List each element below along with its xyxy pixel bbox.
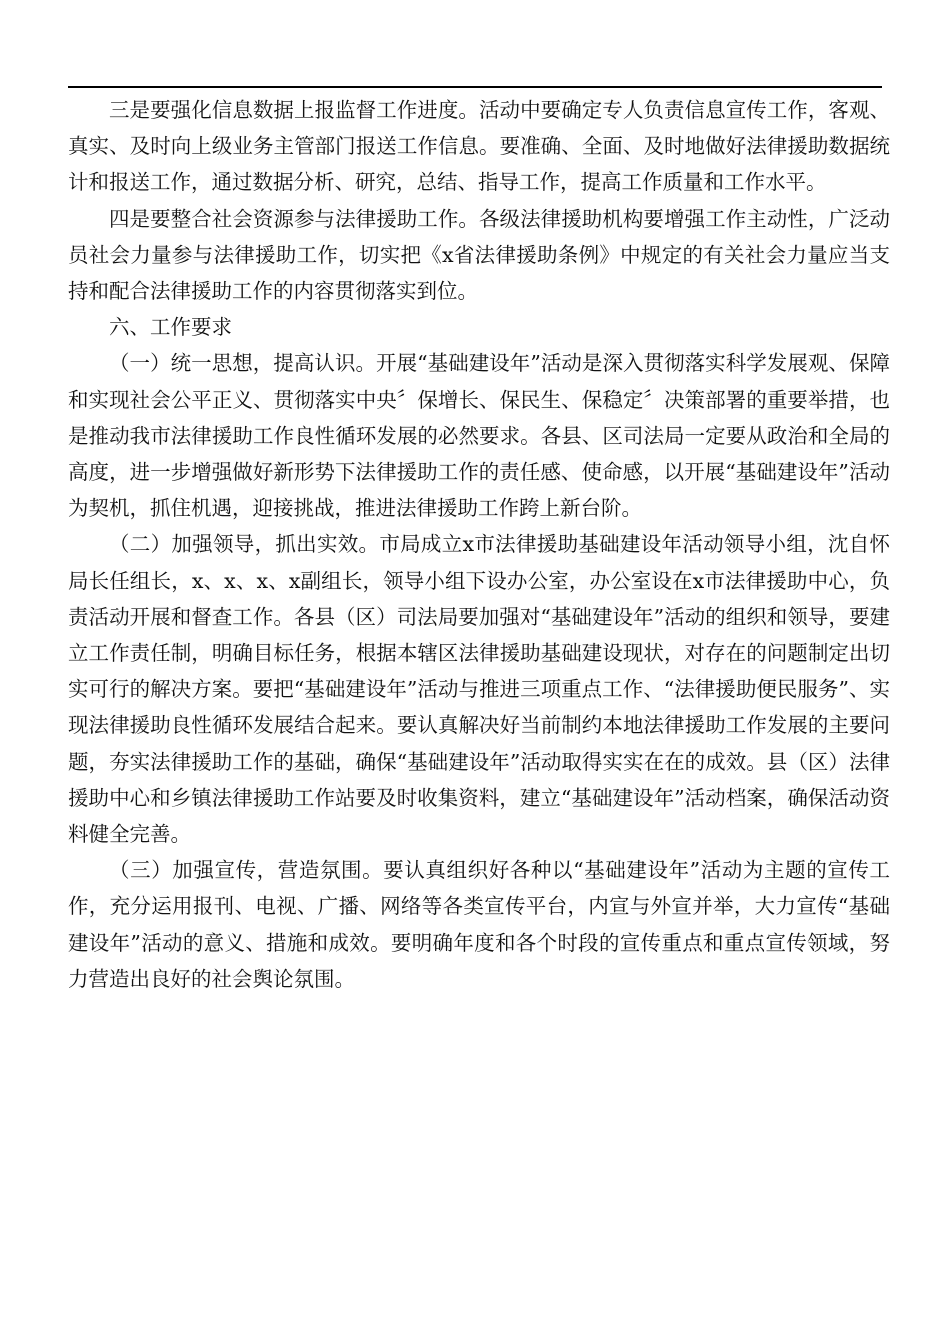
header-rule: [68, 86, 882, 88]
paragraph-unify-thinking: （一）统一思想，提高认识。开展“基础建设年”活动是深入贯彻落实科学发展观、保障和实现社会公平正义、贯彻落实中央〞保增长、保民生、保稳定〞决策部署的重要举措，也是推动我市法律援助工作良性循环发展的必然要求。各县、区司法局一定要从政治和全局的高度，进一步增强做好新形势下法律援助工作的责任感、使命感，以开展“基础建设年”活动为契机，抓住机遇，迎接挑战，推进法律援助工作跨上新台阶。: [68, 351, 890, 521]
paragraph-social-resources: 四是要整合社会资源参与法律援助工作。各级法律援助机构要增强工作主动性，广泛动员社会力量参与法律援助工作，切实把《x省法律援助条例》中规定的有关社会力量应当支持和配合法律援助工作的内容贯彻落实到位。: [68, 206, 890, 304]
paragraph-strengthen-publicity: （三）加强宣传，营造氛围。要认真组织好各种以“基础建设年”活动为主题的宣传工作，充分运用报刊、电视、广播、网络等各类宣传平台，内宣与外宣并举，大力宣传“基础建设年”活动的意义、措施和成效。要明确年度和各个时段的宣传重点和重点宣传领域，努力营造出良好的社会舆论氛围。: [68, 858, 890, 991]
paragraph-info-reporting: 三是要强化信息数据上报监督工作进度。活动中要确定专人负责信息宣传工作，客观、真实、及时向上级业务主管部门报送工作信息。要准确、全面、及时地做好法律援助数据统计和报送工作，通过数据分析、研究，总结、指导工作，提高工作质量和工作水平。: [68, 98, 890, 195]
section-heading-work-requirements: 六、工作要求: [109, 315, 232, 340]
paragraph-strengthen-leadership: （二）加强领导，抓出实效。市局成立x市法律援助基础建设年活动领导小组，沈自怀局长任组长，x、x、x、x副组长，领导小组下设办公室，办公室设在x市法律援助中心，负责活动开展和督查工作。各县（区）司法局要加强对“基础建设年”活动的组织和领导，要建立工作责任制，明确目标任务，根据本辖区法律援助基础建设现状，对存在的问题制定出切实可行的解决方案。要把“基础建设年”活动与推进三项重点工作、“法律援助便民服务”、实现法律援助良性循环发展结合起来。要认真解决好当前制约本地法律援助工作发展的主要问题，夯实法律援助工作的基础，确保“基础建设年”活动取得实实在在的成效。县（区）法律援助中心和乡镇法律援助工作站要及时收集资料，建立“基础建设年”活动档案，确保活动资料健全完善。: [68, 532, 890, 847]
document-body: [68, 92, 890, 997]
